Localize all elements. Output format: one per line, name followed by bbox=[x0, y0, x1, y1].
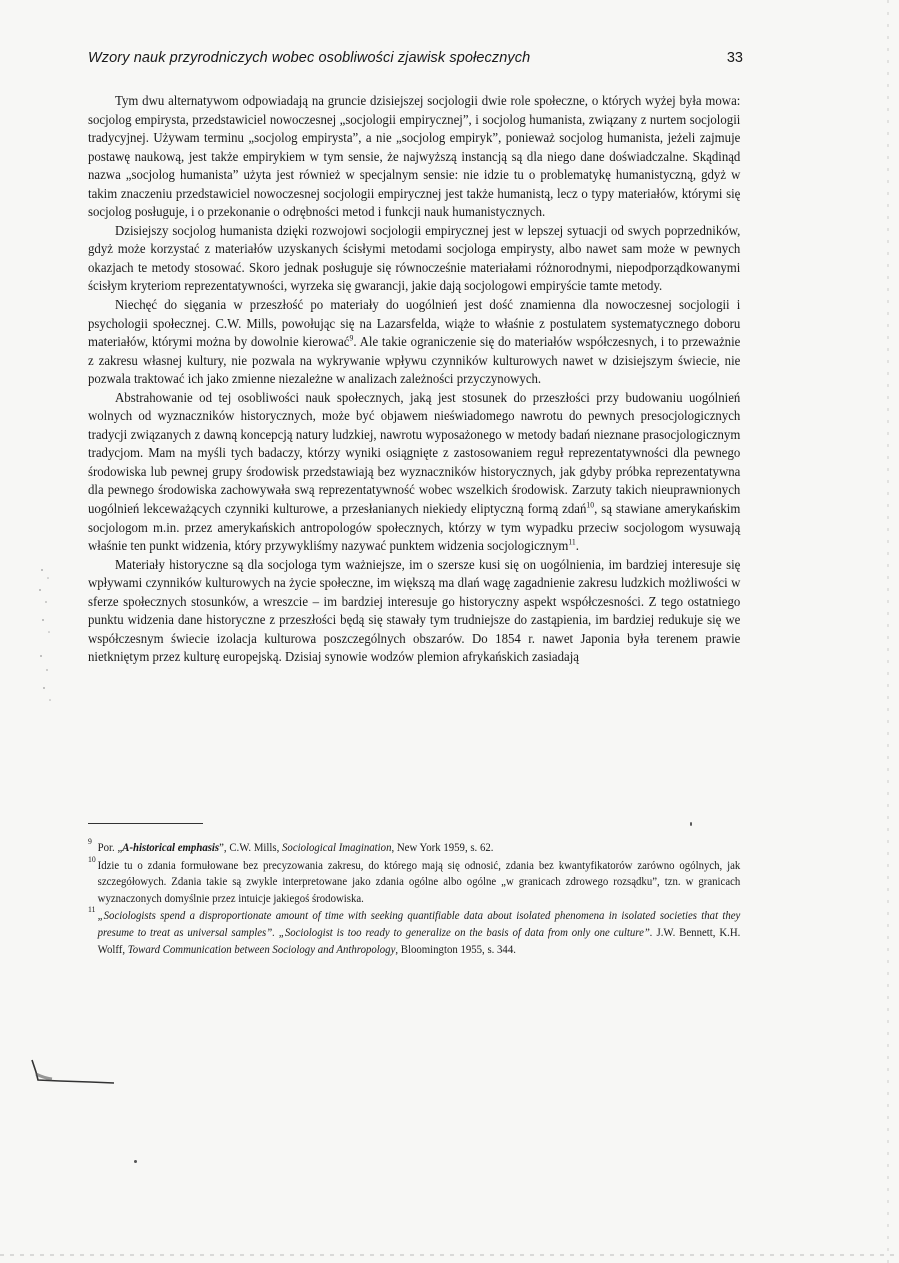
paragraph-3-text-a: Niechęć do sięgania w przeszłość po materiały do uogólnień jest dość znamienna dla nowoczesnej socjologii i psychologii społecznej. C.W. Mills, powołując się na Lazarsfelda, wiąże to właśnie z postulatem systematycznego doboru materiałów, którymi można by dowolnie kierować bbox=[88, 297, 741, 350]
footnote-9-pre: Por. „ bbox=[97, 842, 123, 854]
footnote-11-authors: J.W. Bennett, K.H. Wolff, bbox=[97, 926, 741, 956]
footnote-11-post: , Bloomington 1955, s. 344. bbox=[395, 943, 516, 956]
footnote-10-text: Idzie tu o zdania formułowane bez precyzowania zakresu, do którego mają się odnosić, zdania bez kwantyfikatorów zarówno ogólnych, jak szczegółowych. Zdania takie są zwykle interpretowane jako zdania ogólne albo ogólne „w granicach zdrowego rozsądku”, tzn. w granicach wyznaczonych domyślnie przez intuicje jakiegoś środowiska. bbox=[97, 859, 741, 905]
footnote-11-quote: „Sociologists spend a disproportionate amount of time with seeking quantifiable data about isolated phenomena in isolated societies that they presume to treat as universal samples”. „Sociologist is too ready to generalize on the basis of data from only one culture”. bbox=[97, 910, 741, 939]
footnote-9-post: , New York 1959, s. 62. bbox=[391, 842, 494, 854]
page-number: 33 bbox=[726, 50, 743, 66]
footnote-9 bbox=[88, 837, 740, 857]
main-text bbox=[88, 92, 740, 667]
running-title: Wzory nauk przyrodniczych wobec osobliwości zjawisk społecznych bbox=[88, 50, 531, 66]
footnote-ref-11: 11 bbox=[568, 537, 576, 547]
paragraph-3-text-b: . Ale takie ograniczenie się do materiałów współczesnych, i to przeważnie z zakresu własnej kultury, nie pozwala na wykrywanie wpływu czynników kulturowych nawet w dzisiejszym świecie, nie pozwala traktować ich jako zmienne niezależne w analizach zależności przyczynowych. bbox=[88, 334, 741, 387]
footnotes bbox=[88, 837, 741, 959]
footnote-separator bbox=[88, 823, 203, 824]
footnote-9-mid: ”, C.W. Mills, bbox=[219, 842, 283, 854]
paragraph-2: Dzisiejszy socjolog humanista dzięki rozwojowi socjologii empirycznej jest w lepszej sytuacji od swych poprzedników, gdyż może korzystać z materiałów uzyskanych ścisłymi metodami socjologa empirysty, albo nawet sam może w pewnych okazjach te metody stosować. Skoro jednak posługuje się równocześnie materiałami różnorodnymi, niepodporządkowanymi ścisłym kryteriom reprezentatywności, wyrzeka się gwarancji, jakie dają socjologowi empiryście tamte metody. bbox=[88, 222, 741, 294]
running-header bbox=[88, 50, 743, 72]
footnote-10-mark: 10 bbox=[88, 854, 96, 864]
footnote-ref-9: 9 bbox=[349, 333, 354, 343]
paragraph-5: Materiały historyczne są dla socjologa tym ważniejsze, im o szersze kusi się on uogólnienia, im bardziej interesuje się wpływami czynników kulturowych na życie społeczne, im większą ma dlań wagę zagadnienie zakresu ludzkich możliwości w sferze społecznych stosunków, a wreszcie – im bardziej interesuje go historyczny aspekt współczesności. Z tego ostatniego punktu widzenia dane historyczne z przeszłości będą się stawały tym trudniejsze do zastąpienia, im bardziej redukuje się we współczesnym świecie izolacja kulturowa poszczególnych obszarów. Do 1854 r. nawet Japonia była terenem prawie nietkniętym przez kulturę europejską. Dzisiaj synowie wodzów plemion afrykańskich zasiadają bbox=[88, 556, 741, 665]
paragraph-4-text-c: . bbox=[575, 538, 579, 554]
paragraph-4-text-b: , są stawiane amerykańskim socjologom m.in. przez amerykańskich antropologów społecznych, którzy w tym wypadku przeciw socjologom wysuwają właśnie ten punkt widzenia, który przywykliśmy nazywać punktem widzenia socjologicznym bbox=[88, 501, 741, 554]
scan-noise-left-margin bbox=[34, 560, 74, 710]
scan-smudge-mark bbox=[30, 1058, 115, 1084]
scan-speck bbox=[690, 822, 692, 826]
footnote-9-book: Sociological Imagination bbox=[282, 842, 392, 854]
paragraph-4-text-a: Abstrahowanie od tej osobliwości nauk społecznych, jaką jest stosunek do przeszłości przy budowaniu uogólnień wolnych od wyznaczników historycznych, może być objawem nieświadomego nawrotu do pewnych presocjologicznych tradycji związanych z dawną koncepcją natury ludzkiej, nawrotu wyposażonego w metody badań nieznane prasocjologicznym tradycjom. Mam na myśli tych badaczy, którzy wyniki osiągnięte z zastosowaniem reguł reprezentatywności dla pewnego środowiska lub pewnej grupy środowisk przedstawiają bez wyznaczników historycznych, jak gdyby próbka reprezentatywna dla pewnego środowiska zachowywała swą reprezentatywność wobec wszelkich środowisk. Zarzuty takich nieuprawnionych uogólnień lekceważących czynniki kulturowe, a przesłanianych niekiedy eliptyczną formą zdań bbox=[88, 389, 741, 517]
footnote-11-mark: 11 bbox=[88, 905, 96, 915]
footnote-ref-10: 10 bbox=[586, 500, 595, 510]
footnote-9-mark: 9 bbox=[88, 837, 92, 846]
footnote-11-book: Toward Communication between Sociology and Anthropology bbox=[127, 943, 396, 956]
scan-edge-bottom bbox=[0, 1252, 899, 1258]
footnote-9-title: A-historical emphasis bbox=[122, 842, 220, 854]
scan-edge-right bbox=[848, 0, 899, 1263]
paragraph-1: Tym dwu alternatywom odpowiadają na gruncie dzisiejszej socjologii dwie role społeczne, o których wyżej była mowa: socjolog empirysta, przedstawiciel nowoczesnej „socjologii empirycznej”, i socjolog humanista, związany z nurtem socjologii tradycyjnej. Używam terminu „socjolog empirysta”, a nie „socjolog empiryk”, ponieważ socjolog humanista, jeżeli zajmuje postawę naukową, jest także empirykiem w tym sensie, że najwyższą instancją są dla niego dane doświadczalne. Skądinąd nazwa „socjolog humanista” użyta jest również w specjalnym sensie: nie idzie tu o problematykę humanistyczną, gdyż w takim znaczeniu przedstawiciel nowoczesnej socjologii empirycznej jest także humanistą, lecz o typy materiałów, którymi się socjolog posługuje, i o przekonanie o odrębności metod i funkcji nauk humanistycznych. bbox=[88, 93, 741, 220]
footnote-10 bbox=[88, 854, 741, 908]
paragraph-3 bbox=[88, 296, 740, 389]
footnote-11 bbox=[88, 905, 741, 958]
scan-speck bbox=[134, 1160, 137, 1163]
paragraph-4 bbox=[88, 389, 740, 556]
